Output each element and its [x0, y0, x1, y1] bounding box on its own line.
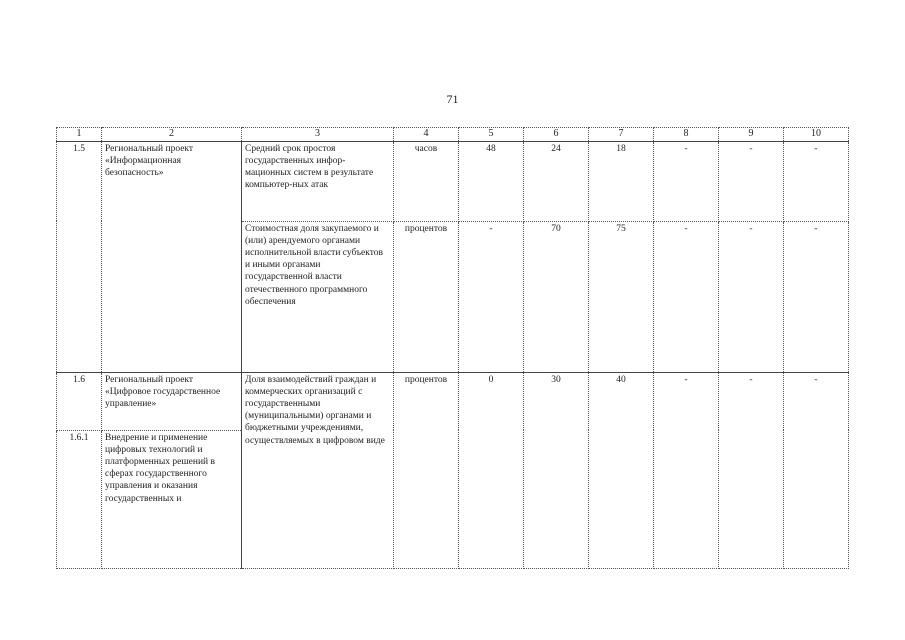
column-header: 5: [459, 128, 524, 142]
column-header: 10: [784, 128, 849, 142]
value-cell: 75: [589, 221, 654, 372]
column-header: 2: [102, 128, 242, 142]
project-name: Региональный проект «Информационная безопасность»: [102, 141, 242, 372]
column-header: 6: [524, 128, 589, 142]
value-cell: 30: [524, 372, 589, 568]
row-number: 1.6.1: [57, 430, 102, 568]
indicator-name: Средний срок простоя государственных инфор-мационных систем в результате компьютер-ных атак: [242, 141, 394, 221]
column-numbers-row: [57, 128, 849, 142]
value-cell: -: [459, 221, 524, 372]
table-row: [57, 141, 849, 221]
unit: процентов: [394, 221, 459, 372]
row-number: 1.5: [57, 141, 102, 372]
value-cell: -: [654, 372, 719, 568]
column-header: 1: [57, 128, 102, 142]
value-cell: -: [654, 221, 719, 372]
indicator-name: Стоимостная доля закупаемого и (или) арендуемого органами исполнительной власти субъектов и иными органами государственной власти отечественного программного обеспечения: [242, 221, 394, 372]
value-cell: 18: [589, 141, 654, 221]
value-cell: 70: [524, 221, 589, 372]
value-cell: -: [719, 372, 784, 568]
column-header: 8: [654, 128, 719, 142]
indicator-table: [56, 127, 849, 569]
value-cell: -: [719, 221, 784, 372]
value-cell: 40: [589, 372, 654, 568]
column-header: 3: [242, 128, 394, 142]
value-cell: -: [784, 141, 849, 221]
project-name: Внедрение и применение цифровых технологий и платформенных решений в сферах государственного управления и оказания государственных и: [102, 430, 242, 568]
unit: часов: [394, 141, 459, 221]
row-number: 1.6: [57, 372, 102, 430]
value-cell: -: [784, 221, 849, 372]
value-cell: -: [784, 372, 849, 568]
value-cell: 24: [524, 141, 589, 221]
column-header: 7: [589, 128, 654, 142]
unit: процентов: [394, 372, 459, 568]
value-cell: -: [719, 141, 784, 221]
indicator-name: Доля взаимодействий граждан и коммерческих организаций с государственными (муниципальными) органами и бюджетными учреждениями, осуществляемых в цифровом виде: [242, 372, 394, 568]
project-name: Региональный проект «Цифровое государственное управление»: [102, 372, 242, 430]
table-row: [57, 372, 849, 430]
column-header: 4: [394, 128, 459, 142]
value-cell: -: [654, 141, 719, 221]
value-cell: 0: [459, 372, 524, 568]
column-header: 9: [719, 128, 784, 142]
value-cell: 48: [459, 141, 524, 221]
page-number: 71: [446, 92, 459, 106]
